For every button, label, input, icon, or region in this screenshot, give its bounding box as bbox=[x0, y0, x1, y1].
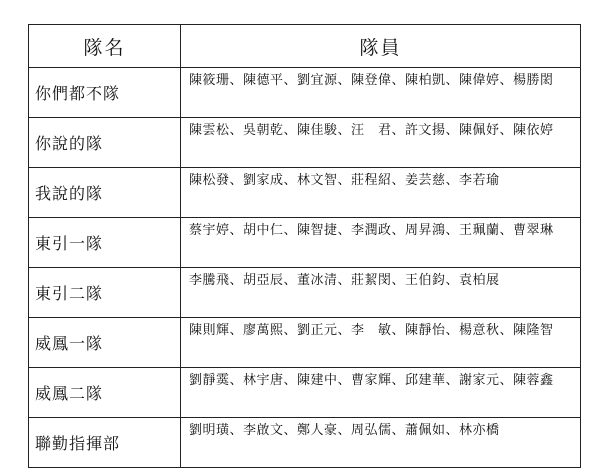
team-name-cell: 聯勤指揮部 bbox=[29, 418, 181, 468]
team-name-cell: 威鳳二隊 bbox=[29, 368, 181, 418]
table-row bbox=[29, 368, 581, 418]
header-members: 隊員 bbox=[181, 25, 581, 68]
team-name-cell: 東引一隊 bbox=[29, 218, 181, 268]
team-members-cell: 劉明璜、李啟文、鄭人豪、周弘儒、蕭佩如、林亦橋 bbox=[181, 418, 581, 468]
table-row bbox=[29, 168, 581, 218]
table-row bbox=[29, 418, 581, 468]
team-members-cell: 蔡宇婷、胡中仁、陳智捷、李潤政、周昇鴻、王珮蘭、曹翠琳 bbox=[181, 218, 581, 268]
header-team-name: 隊名 bbox=[29, 25, 181, 68]
table-row bbox=[29, 268, 581, 318]
team-members-cell: 李騰飛、胡亞辰、董冰清、莊絜閔、王伯鈞、袁柏展 bbox=[181, 268, 581, 318]
team-members-cell: 陳雲松、吳朝乾、陳佳駿、汪 君、許文揚、陳佩妤、陳依婷 bbox=[181, 118, 581, 168]
team-name-cell: 你們都不隊 bbox=[29, 68, 181, 118]
team-members-cell: 劉靜霙、林宇唐、陳建中、曹家輝、邱建華、謝家元、陳蓉鑫 bbox=[181, 368, 581, 418]
table-row bbox=[29, 218, 581, 268]
team-name-cell: 東引二隊 bbox=[29, 268, 181, 318]
table-row bbox=[29, 318, 581, 368]
team-members-cell: 陳松發、劉家成、林文智、莊程紹、姜芸慈、李若瑜 bbox=[181, 168, 581, 218]
table-row bbox=[29, 118, 581, 168]
team-name-cell: 我說的隊 bbox=[29, 168, 181, 218]
team-name-cell: 你說的隊 bbox=[29, 118, 181, 168]
table-row bbox=[29, 68, 581, 118]
team-members-cell: 陳則輝、廖萬熙、劉正元、李 敏、陳靜怡、楊意秋、陳隆智 bbox=[181, 318, 581, 368]
team-roster-table bbox=[28, 24, 581, 468]
team-members-cell: 陳筱珊、陳德平、劉宜源、陳登偉、陳柏凱、陳偉婷、楊勝閎 bbox=[181, 68, 581, 118]
team-name-cell: 威鳳一隊 bbox=[29, 318, 181, 368]
table-header-row bbox=[29, 25, 581, 68]
